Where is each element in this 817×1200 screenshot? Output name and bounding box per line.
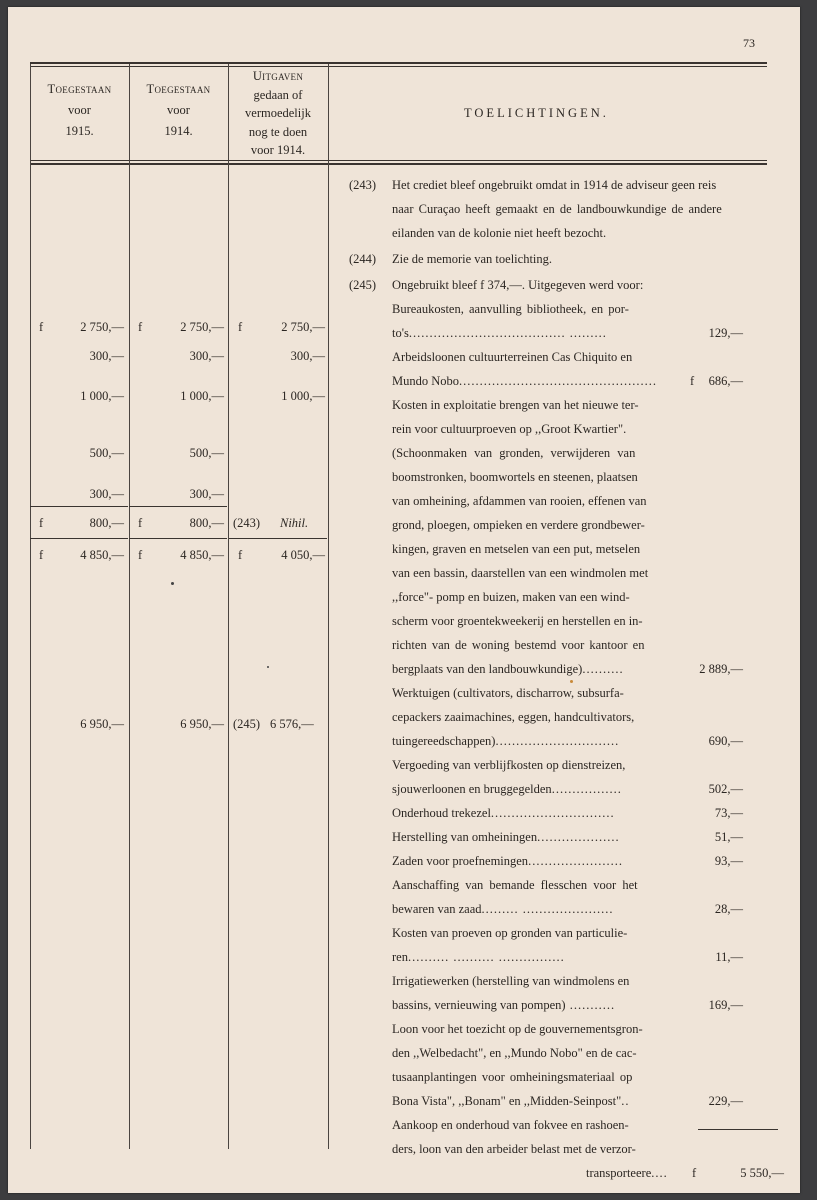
header-line: voor 1914. xyxy=(250,143,306,157)
header-bottom-rule xyxy=(30,160,767,161)
column-header-1914 xyxy=(129,79,228,142)
note-reference: (245) xyxy=(233,717,261,731)
item-amount: 169,— xyxy=(708,998,743,1012)
amount-1915: 500,— xyxy=(89,446,124,460)
header-line: gedaan of xyxy=(253,87,303,102)
header-year: 1914. xyxy=(164,124,193,138)
column-header-toelichtingen: TOELICHTINGEN. xyxy=(464,106,609,120)
currency-symbol: f xyxy=(238,548,243,562)
amount-1915: 300,— xyxy=(89,487,124,501)
note-text: kingen, graven en metselen van een put, metselen xyxy=(392,542,641,556)
currency-symbol: f xyxy=(39,548,44,562)
amount-uitgaven: 6 576,— xyxy=(270,717,314,731)
header-line: voor xyxy=(68,103,91,117)
note-text xyxy=(392,806,615,821)
item-amount: 2 889,— xyxy=(699,662,743,676)
note-text: Kosten van proeven op gronden van particulie- xyxy=(392,926,628,940)
header-title: Uitgaven xyxy=(252,69,304,83)
note-text: Ongebruikt bleef f 374,—. Uitgegeven werd voor: xyxy=(392,278,644,292)
header-title: Toegestaan xyxy=(47,82,112,96)
note-text: eilanden van de kolonie niet heeft bezocht. xyxy=(392,226,607,240)
note-text: Het crediet bleef ongebruikt omdat in 1914 de adviseur geen reis xyxy=(392,178,717,192)
note-text: richten van de woning bestemd voor kantoor en xyxy=(392,638,645,652)
item-amount: 28,— xyxy=(714,902,743,916)
note-text: ,,force"- pomp en buizen, maken van een wind- xyxy=(392,590,630,604)
amount-1914: 300,— xyxy=(189,487,224,501)
dot-leader: .... xyxy=(651,1166,668,1180)
currency-symbol: f xyxy=(138,320,143,334)
note-reference: (244) xyxy=(349,252,377,266)
note-text: ders, loon van den arbeider belast met de verzor- xyxy=(392,1142,636,1156)
transport-amount: 5 550,— xyxy=(740,1166,784,1180)
item-amount: 73,— xyxy=(714,806,743,820)
note-reference: (245) xyxy=(349,278,377,292)
subtotal-rule xyxy=(30,506,128,507)
note-text: Aanschaffing van bemande flesschen voor het xyxy=(392,878,638,892)
amount-1915: 2 750,— xyxy=(80,320,124,334)
currency-symbol: f xyxy=(692,1166,697,1180)
header-line: vermoedelijk xyxy=(245,106,311,120)
item-amount: 51,— xyxy=(714,830,743,844)
column-divider xyxy=(30,64,31,1149)
header-line: voor xyxy=(167,103,190,117)
dot-leader: ................................................ xyxy=(459,374,658,388)
item-amount: 11,— xyxy=(715,950,743,964)
header-year: 1915. xyxy=(65,124,94,138)
note-text xyxy=(392,902,614,917)
amount-uitgaven: 2 750,— xyxy=(281,320,325,334)
amount-1914: 2 750,— xyxy=(180,320,224,334)
note-text xyxy=(392,950,565,965)
note-text: boomstronken, boomwortels en steenen, plaatsen xyxy=(392,470,638,484)
note-text: van een bassin, daarstellen van een windmolen met xyxy=(392,566,649,580)
note-text: Irrigatiewerken (herstelling van windmolens en xyxy=(392,974,630,988)
note-text xyxy=(392,998,615,1013)
item-label: bewaren van zaad xyxy=(392,902,482,916)
amount-1914: 4 850,— xyxy=(180,548,224,562)
column-header-1915 xyxy=(30,79,129,142)
dot-leader: ................. xyxy=(551,782,622,796)
total-rule xyxy=(229,538,327,539)
column-divider xyxy=(328,64,329,1149)
amount-1915: 4 850,— xyxy=(80,548,124,562)
note-text: Werktuigen (cultivators, discharrow, subsurfa- xyxy=(392,686,624,700)
note-text: (Schoonmaken van gronden, verwijderen van xyxy=(392,446,636,460)
item-label: bergplaats van den landbouwkundige) xyxy=(392,662,583,676)
amount-1914: 500,— xyxy=(189,446,224,460)
header-top-rule-thin xyxy=(30,66,767,67)
amount-1914: 300,— xyxy=(189,349,224,363)
currency-symbol: f xyxy=(39,516,44,530)
note-text xyxy=(392,782,622,797)
item-amount: 686,— xyxy=(708,374,743,388)
total-rule xyxy=(30,538,128,539)
note-text: scherm voor groentekweekerij en herstellen en in- xyxy=(392,614,643,628)
ink-speck xyxy=(267,666,269,668)
total-rule xyxy=(129,538,227,539)
ink-speck xyxy=(570,680,573,683)
transport-line xyxy=(586,1166,668,1181)
amount-uitgaven: Nihil. xyxy=(280,516,309,530)
transport-rule xyxy=(698,1129,778,1130)
page-number: 73 xyxy=(743,36,755,50)
ink-speck xyxy=(171,582,174,585)
item-label: Onderhoud trekezel xyxy=(392,806,491,820)
amount-uitgaven: 4 050,— xyxy=(281,548,325,562)
item-amount: 690,— xyxy=(708,734,743,748)
item-amount: 129,— xyxy=(708,326,743,340)
column-divider xyxy=(129,64,130,1149)
item-amount: 502,— xyxy=(708,782,743,796)
dot-leader: .................... xyxy=(537,830,620,844)
item-label: ren xyxy=(392,950,408,964)
amount-1914: 800,— xyxy=(189,516,224,530)
currency-symbol: f xyxy=(39,320,44,334)
dot-leader: ......... ...................... xyxy=(481,902,614,916)
dot-leader: .......... xyxy=(582,662,624,676)
item-amount: 229,— xyxy=(708,1094,743,1108)
note-reference: (243) xyxy=(233,516,261,530)
header-top-rule xyxy=(30,62,767,64)
item-label: sjouwerloonen en bruggegelden xyxy=(392,782,552,796)
note-text: Bureaukosten, aanvulling bibliotheek, en por- xyxy=(392,302,629,316)
item-label: to's xyxy=(392,326,409,340)
amount-1915: 300,— xyxy=(89,349,124,363)
column-divider xyxy=(228,64,229,1149)
dot-leader: .......... .......... ................ xyxy=(407,950,565,964)
dot-leader: .............................. xyxy=(490,806,615,820)
note-reference: (243) xyxy=(349,178,377,192)
item-label: Zaden voor proefnemingen xyxy=(392,854,529,868)
note-text xyxy=(392,374,657,389)
transport-label: transporteere xyxy=(586,1166,652,1180)
note-text: grond, ploegen, ompieken en verdere grondbewer- xyxy=(392,518,645,532)
currency-symbol: f xyxy=(138,548,143,562)
note-text: Aankoop en onderhoud van fokvee en rashoen- xyxy=(392,1118,629,1132)
item-amount: 93,— xyxy=(714,854,743,868)
amount-uitgaven: 1 000,— xyxy=(281,389,325,403)
note-text xyxy=(392,854,623,869)
note-text xyxy=(392,830,620,845)
header-bottom-rule-thick xyxy=(30,163,767,165)
dot-leader: ........... xyxy=(565,998,616,1012)
dot-leader: .............................. xyxy=(495,734,620,748)
note-text xyxy=(392,734,619,749)
note-text: van omheining, afdammen van rooien, effenen van xyxy=(392,494,647,508)
note-text: Vergoeding van verblijfkosten op dienstreizen, xyxy=(392,758,626,772)
column-header-uitgaven xyxy=(228,67,328,160)
note-text: Kosten in exploitatie brengen van het nieuwe ter- xyxy=(392,398,639,412)
currency-symbol: f xyxy=(238,320,243,334)
dot-leader: ....................... xyxy=(528,854,623,868)
item-label: bassins, vernieuwing van pompen) xyxy=(392,998,566,1012)
currency-symbol: f xyxy=(138,516,143,530)
currency-symbol: f xyxy=(690,374,695,388)
document-page xyxy=(8,7,800,1193)
note-text: Arbeidsloonen cultuurterreinen Cas Chiquito en xyxy=(392,350,633,364)
note-text xyxy=(392,326,607,341)
amount-1915: 800,— xyxy=(89,516,124,530)
item-label: Mundo Nobo xyxy=(392,374,460,388)
header-title: Toegestaan xyxy=(146,82,211,96)
note-text: tusaanplantingen voor omheiningsmateriaal op xyxy=(392,1070,633,1084)
dot-leader: .. xyxy=(621,1094,630,1108)
amount-uitgaven: 300,— xyxy=(290,349,325,363)
item-label: Herstelling van omheiningen xyxy=(392,830,538,844)
note-text: cepackers zaaimachines, eggen, handcultivators, xyxy=(392,710,635,724)
note-text: naar Curaçao heeft gemaakt en de landbouwkundige de andere xyxy=(392,202,722,216)
note-text: Zie de memorie van toelichting. xyxy=(392,252,553,266)
dot-leader: ...................................... ......... xyxy=(408,326,607,340)
amount-1915: 6 950,— xyxy=(80,717,124,731)
item-label: tuingereedschappen) xyxy=(392,734,496,748)
header-line: nog te doen xyxy=(248,124,308,139)
note-text: Loon voor het toezicht op de gouvernementsgron- xyxy=(392,1022,643,1036)
note-text xyxy=(392,1094,630,1109)
subtotal-rule xyxy=(129,506,227,507)
amount-1914: 1 000,— xyxy=(180,389,224,403)
item-label: Bona Vista", ,,Bonam" en ,,Midden-Seinpost" xyxy=(392,1094,622,1108)
note-text: rein voor cultuurproeven op ,,Groot Kwartier". xyxy=(392,422,627,436)
amount-1915: 1 000,— xyxy=(80,389,124,403)
amount-1914: 6 950,— xyxy=(180,717,224,731)
note-text: den ,,Welbedacht", en ,,Mundo Nobo" en de cac- xyxy=(392,1046,637,1060)
note-text xyxy=(392,662,624,677)
